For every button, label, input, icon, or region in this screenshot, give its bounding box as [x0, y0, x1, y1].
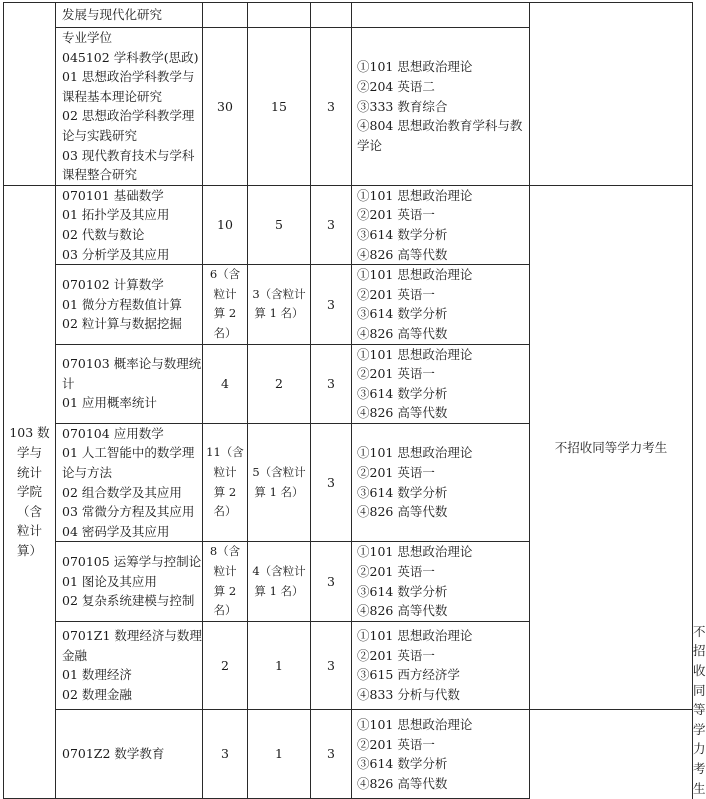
duration-cell: 3 [311, 185, 352, 264]
exam-subject: ①101 思想政治理论 [357, 628, 473, 644]
exam-subject: ④826 高等代数 [357, 775, 448, 791]
major-line: 02 思想政治学科教学理 [62, 108, 195, 124]
department-line: 学与 [16, 444, 42, 460]
major-line: 计 [62, 375, 75, 391]
exam-subject: ②204 英语二 [357, 78, 435, 94]
exam-subject: ③614 数学分析 [357, 484, 448, 500]
recommended-line: 5（含粒计 [252, 465, 306, 480]
enroll-line: 粒计 [213, 564, 237, 579]
major-line: 03 分析学及其应用 [62, 246, 170, 262]
table-row [4, 185, 693, 264]
enroll-cell [203, 423, 248, 542]
enroll-line: 粒计 [213, 465, 237, 480]
recommended-cell: 1 [248, 710, 311, 799]
exam-cell [352, 28, 530, 186]
major-cell [56, 710, 203, 799]
recommended-cell [248, 542, 311, 621]
recommended-cell [248, 3, 311, 28]
exam-subject: ④826 高等代数 [357, 405, 448, 421]
enroll-line: 名） [213, 603, 237, 618]
enroll-cell: 3 [203, 710, 248, 799]
table-row [4, 3, 693, 28]
exam-subject: ①101 思想政治理论 [357, 187, 473, 203]
major-line: 专业学位 [62, 30, 113, 45]
exam-cell [352, 185, 530, 264]
exam-cell [352, 621, 530, 709]
major-cell [56, 423, 203, 542]
enroll-line: 名） [213, 325, 237, 340]
major-line: 01 人工智能中的数学理 [62, 445, 195, 461]
exam-subject: ③333 教育综合 [357, 98, 448, 114]
enroll-line: 6（含 [209, 267, 241, 282]
enroll-line: 11（含 [206, 445, 244, 460]
duration-cell: 3 [311, 542, 352, 621]
table-row: 0701Z1 数理经济与数理 金融 01 数理经济 02 数理金融 2 1 3 ①101 思想政治理论 ②201 英语一 ③615 西方经济学 ④833 分析与代数 不招收同等学力考生 [4, 621, 693, 709]
major-line: 070102 计算数学 [62, 276, 164, 292]
enroll-line: 算 2 [213, 306, 237, 321]
enroll-line: 名） [213, 504, 237, 519]
major-line: 发展与现代化研究 [62, 7, 163, 23]
major-line: 01 思想政治学科教学与 [62, 69, 195, 85]
enroll-cell [203, 3, 248, 28]
major-line: 金融 [62, 647, 88, 663]
enroll-cell: 10 [203, 185, 248, 264]
recommended-cell: 15 [248, 28, 311, 186]
department-line: （含 [16, 503, 42, 519]
enroll-line: 粒计 [213, 286, 237, 301]
department-line: 统计 [16, 464, 42, 480]
enroll-cell: 4 [203, 344, 248, 423]
department-cell-previous [4, 3, 56, 186]
major-line: 01 拓扑学及其应用 [62, 207, 170, 223]
recommended-cell: 2 [248, 344, 311, 423]
exam-subject: 学论 [357, 137, 383, 153]
major-line: 02 粒计算与数据挖掘 [62, 316, 182, 332]
major-line: 03 现代教育技术与学科 [62, 147, 195, 163]
major-line: 0701Z2 数学教育 [62, 746, 165, 762]
major-cell [56, 344, 203, 423]
recommended-cell: 5 [248, 185, 311, 264]
duration-cell: 3 [311, 344, 352, 423]
major-line: 论与实践研究 [62, 127, 138, 143]
enroll-line: 算 2 [213, 583, 237, 598]
major-line: 论与方法 [62, 465, 113, 481]
note-cell-group-a: 不招收同等学力考生 [530, 185, 693, 709]
recommended-cell: 1 [248, 621, 311, 709]
exam-subject: ④826 高等代数 [357, 325, 448, 341]
major-cell [56, 28, 203, 186]
recommended-cell [248, 423, 311, 542]
department-line: 103 数 [9, 425, 50, 441]
exam-subject: ①101 思想政治理论 [357, 544, 473, 560]
exam-subject: ④833 分析与代数 [357, 687, 460, 703]
duration-cell: 3 [311, 28, 352, 186]
exam-cell [352, 542, 530, 621]
enroll-line: 8（含 [209, 544, 241, 559]
exam-subject: ④804 思想政治教育学科与教 [357, 118, 523, 134]
major-line: 070101 基础数学 [62, 187, 164, 203]
major-line: 01 应用概率统计 [62, 395, 157, 411]
exam-subject: ①101 思想政治理论 [357, 59, 473, 75]
duration-cell: 3 [311, 621, 352, 709]
duration-cell [311, 3, 352, 28]
exam-subject: ②201 英语一 [357, 564, 435, 580]
major-line: 045102 学科教学(思政) [62, 49, 199, 65]
exam-subject: ①101 思想政治理论 [357, 445, 473, 461]
exam-subject: ④826 高等代数 [357, 246, 448, 262]
major-line: 课程基本理论研究 [62, 88, 163, 104]
note-cell-previous [530, 3, 693, 186]
exam-subject: ④826 高等代数 [357, 603, 448, 619]
recommended-line: 算 1 名） [254, 484, 304, 499]
table-row [4, 710, 693, 799]
major-line: 04 密码学及其应用 [62, 523, 170, 539]
exam-subject: ②201 英语一 [357, 736, 435, 752]
major-line: 01 数理经济 [62, 667, 132, 683]
major-line: 02 代数与数论 [62, 226, 145, 242]
enroll-cell [203, 542, 248, 621]
exam-subject: ①101 思想政治理论 [357, 716, 473, 732]
exam-subject: ①101 思想政治理论 [357, 346, 473, 362]
major-cell [56, 265, 203, 344]
exam-subject: ②201 英语一 [357, 647, 435, 663]
exam-subject: ③614 数学分析 [357, 583, 448, 599]
exam-cell [352, 3, 530, 28]
major-line: 01 图论及其应用 [62, 573, 157, 589]
major-cell [56, 3, 203, 28]
major-cell [56, 185, 203, 264]
recommended-line: 4（含粒计 [252, 564, 306, 579]
exam-subject: ②201 英语一 [357, 207, 435, 223]
major-line: 02 组合数学及其应用 [62, 484, 182, 500]
major-line: 070103 概率论与数理统 [62, 356, 202, 372]
exam-subject: ③615 西方经济学 [357, 667, 460, 683]
exam-subject: ②201 英语一 [357, 286, 435, 302]
exam-subject: ②201 英语一 [357, 366, 435, 382]
recommended-line: 算 1 名） [254, 583, 304, 598]
department-line: 算） [16, 542, 42, 558]
duration-cell: 3 [311, 423, 352, 542]
exam-subject: ③614 数学分析 [357, 756, 448, 772]
major-line: 070104 应用数学 [62, 425, 164, 441]
enroll-cell: 2 [203, 621, 248, 709]
exam-cell [352, 344, 530, 423]
duration-cell: 3 [311, 265, 352, 344]
exam-subject: ③614 数学分析 [357, 226, 448, 242]
enroll-line: 算 2 [213, 484, 237, 499]
major-line: 03 常微分方程及其应用 [62, 504, 195, 520]
enroll-cell: 30 [203, 28, 248, 186]
exam-subject: ④826 高等代数 [357, 504, 448, 520]
major-line: 02 数理金融 [62, 687, 132, 703]
major-line: 02 复杂系统建模与控制 [62, 593, 195, 609]
admissions-table [3, 2, 706, 799]
exam-subject: ②201 英语一 [357, 465, 435, 481]
exam-cell [352, 710, 530, 799]
department-line: 粒计 [16, 523, 42, 539]
exam-subject: ③614 数学分析 [357, 306, 448, 322]
department-cell [4, 185, 56, 798]
exam-subject: ③614 数学分析 [357, 385, 448, 401]
department-line: 学院 [16, 484, 42, 500]
recommended-line: 算 1 名） [254, 306, 304, 321]
major-line: 0701Z1 数理经济与数理 [62, 628, 202, 644]
recommended-cell [248, 265, 311, 344]
enroll-cell [203, 265, 248, 344]
exam-cell [352, 423, 530, 542]
exam-cell [352, 265, 530, 344]
major-cell [56, 542, 203, 621]
recommended-line: 3（含粒计 [252, 286, 306, 301]
major-cell [56, 621, 203, 709]
duration-cell: 3 [311, 710, 352, 799]
major-line: 01 微分方程数值计算 [62, 296, 182, 312]
major-line: 课程整合研究 [62, 167, 138, 183]
major-line: 070105 运筹学与控制论 [62, 554, 202, 570]
exam-subject: ①101 思想政治理论 [357, 267, 473, 283]
